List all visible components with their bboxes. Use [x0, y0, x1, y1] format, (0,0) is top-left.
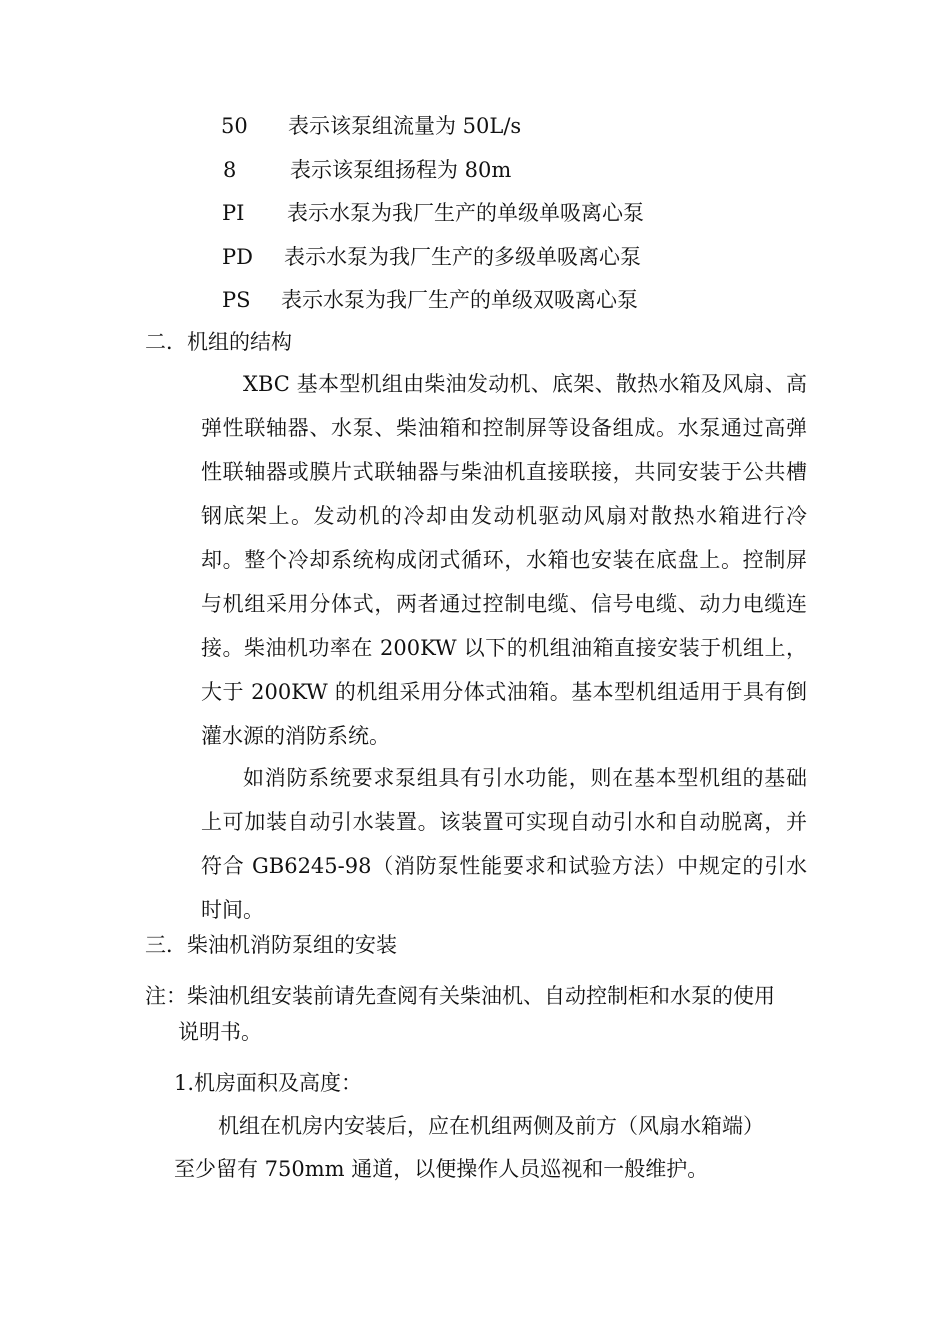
legend-desc: 表示水泵为我厂生产的单级双吸离心泵 — [281, 288, 638, 312]
priming-paragraph: 如消防系统要求泵组具有引水功能，则在基本型机组的基础上可加装自动引水装置。该装置可实现自动引水和自动脱离，并符合 GB6245-98（消防泵性能要求和试验方法）中规定的引水时间。 — [201, 766, 807, 922]
subsection-title: 1.机房面积及高度： — [174, 1071, 363, 1095]
section-heading: 二．机组的结构 — [145, 330, 292, 354]
legend-code: 50 — [221, 114, 248, 138]
body-text: 机组在机房内安装后，应在机组两侧及前方（风扇水箱端） — [218, 1114, 764, 1138]
note-text: 注：柴油机组安装前请先查阅有关柴油机、自动控制柜和水泵的使用 — [145, 984, 775, 1008]
legend-desc: 表示水泵为我厂生产的单级单吸离心泵 — [287, 201, 644, 225]
body-text: 至少留有 750mm 通道，以便操作人员巡视和一般维护。 — [174, 1157, 709, 1181]
legend-code: 8 — [223, 158, 237, 182]
legend-code: PD — [222, 245, 253, 269]
legend-code: PI — [222, 201, 245, 225]
section-heading: 三．柴油机消防泵组的安装 — [145, 933, 397, 957]
legend-desc: 表示该泵组扬程为 80m — [290, 158, 512, 182]
note-text: 说明书。 — [178, 1020, 262, 1044]
structure-paragraph: XBC 基本型机组由柴油发动机、底架、散热水箱及风扇、高弹性联轴器、水泵、柴油箱和控制屏等设备组成。水泵通过高弹性联轴器或膜片式联轴器与柴油机直接联接，共同安装于公共槽钢底架上。发动机的冷却由发动机驱动风扇对散热水箱进行冷却。整个冷却系统构成闭式循环，水箱也安装在底盘上。控制屏与机组采用分体式，两者通过控制电缆、信号电缆、动力电缆连接。柴油机功率在 200KW 以下的机组油箱直接安装于机组上，大于 200KW 的机组采用分体式油箱。基本型机组适用于具有倒灌水源的消防系统。 — [201, 372, 807, 748]
legend-code: PS — [222, 288, 251, 312]
legend-desc: 表示该泵组流量为 50L/s — [288, 114, 522, 138]
legend-desc: 表示水泵为我厂生产的多级单吸离心泵 — [284, 245, 641, 269]
